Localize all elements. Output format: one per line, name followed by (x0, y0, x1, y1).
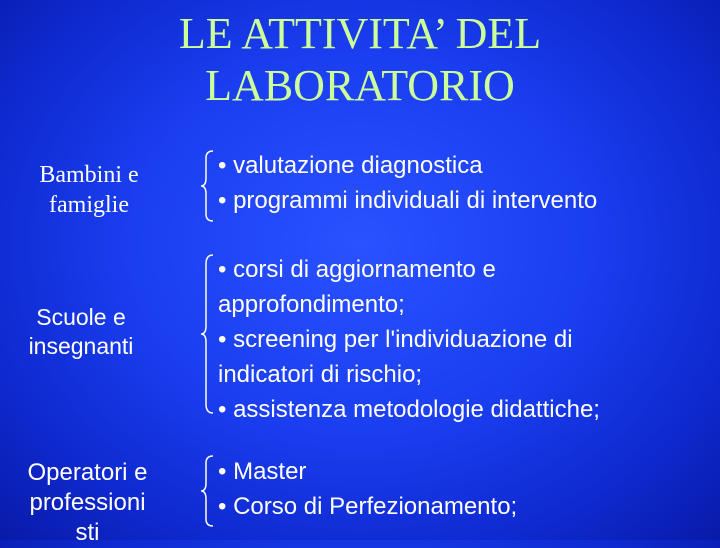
list-item: indicatori di rischio; (218, 361, 423, 388)
slide-title (0, 8, 720, 112)
items-group-3 (218, 454, 517, 524)
brace-group-2 (200, 254, 214, 414)
brace-group-3 (200, 455, 214, 527)
title-line-2: LABORATORIO (205, 61, 515, 110)
title-line-1: LE ATTIVITA’ DEL (178, 9, 542, 58)
list-item: • Corso di Perfezionamento; (218, 493, 518, 520)
list-item: • corsi di aggiornamento e (218, 256, 496, 283)
group-label-scuole: Scuole e insegnanti (28, 304, 134, 359)
list-item: • assistenza metodologie didattiche; (218, 396, 600, 423)
items-group-1 (218, 148, 597, 218)
brace-group-1 (200, 150, 214, 222)
list-item: • Master (218, 458, 307, 485)
group-label-bambini: Bambini e famiglie (39, 162, 139, 218)
items-group-2 (218, 252, 600, 427)
list-item: • programmi individuali di intervento (218, 187, 598, 214)
list-item: • valutazione diagnostica (218, 152, 483, 179)
group-label-operatori: Operatori e professioni sti (27, 459, 148, 546)
list-item: • screening per l'individuazione di (218, 326, 573, 353)
list-item: approfondimento; (218, 291, 405, 318)
